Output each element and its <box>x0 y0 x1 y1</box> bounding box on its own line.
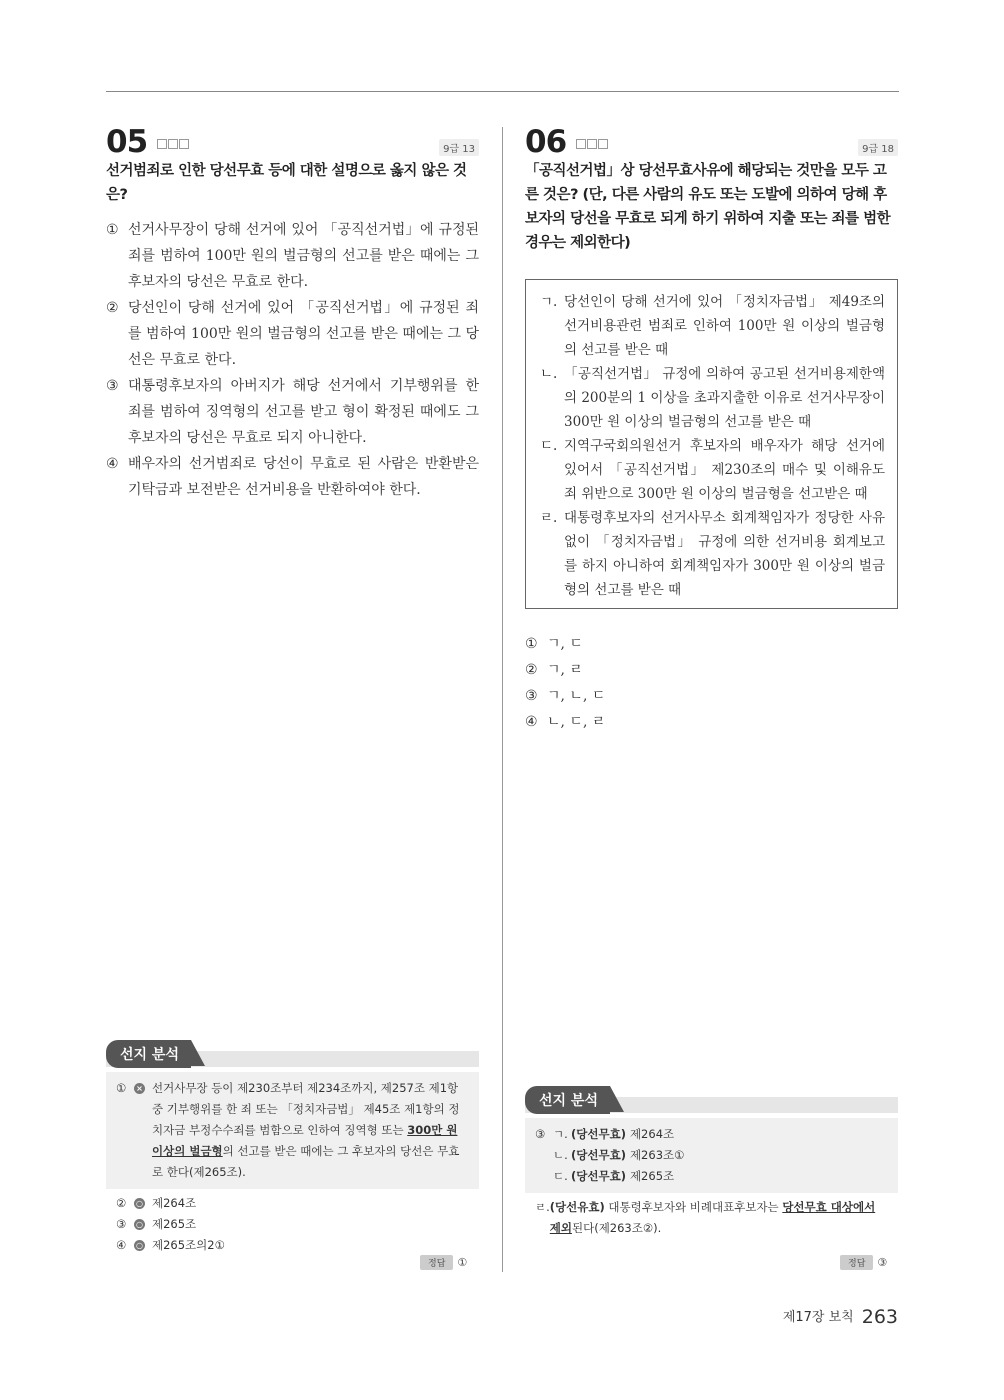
check-boxes <box>157 134 190 153</box>
analysis-row-4: ④ ○ 제265조의2① <box>116 1238 225 1252</box>
question-06-choices <box>525 631 898 735</box>
question-06 <box>525 124 898 735</box>
choice-4: ④ ㄴ, ㄷ, ㄹ <box>525 714 606 730</box>
question-06-text: 「공직선거법」상 당선무효사유에 해당되는 것만을 모두 고른 것은? (단, 다른 사람의 유도 또는 도발에 의하여 당해 후보자의 당선을 무효로 되게 하기 위하여 지출 또는 죄를 범한 경우는 제외한다) <box>525 163 891 251</box>
question-05-header <box>106 124 479 160</box>
statement-ga: ㄱ. 당선인이 당해 선거에 있어 「정치자금법」 제49조의 선거비용관련 범죄로 인하여 100만 원 이상의 벌금형의 선고를 받은 때 <box>540 294 885 358</box>
analysis-box <box>525 1118 898 1193</box>
question-06-header <box>525 124 898 160</box>
question-06-analysis <box>525 1086 898 1239</box>
analysis-row-1: ① × 선거사무장 등이 제230조부터 제234조까지, 제257조 제1항 중 기부행위를 한 죄 또는 「정치자금법」 제45조 제1항의 정치자금 부정수수죄를 범함으로 인하여 징역형 또는 300만 원 이상의 벌금형의 선고를 받은 때에는 그 후보자의 당선은 무효로 한다(제265조). <box>116 1081 460 1179</box>
question-05-text: 선거범죄로 인한 당선무효 등에 대한 설명으로 옳지 않은 것은? <box>106 163 467 203</box>
analysis-row-ra: ㄹ. (당선유효) 대통령후보자와 비례대표후보자는 당선무효 대상에서 제외된다(제263조②). <box>535 1200 876 1235</box>
analysis-title: 선지 분석 <box>106 1040 191 1068</box>
option-1: ① 선거사무장이 당해 선거에 있어 「공직선거법」에 규정된 죄를 범하여 100만 원의 벌금형의 선고를 받은 때에는 그 후보자의 당선은 무효로 한다. <box>106 222 479 290</box>
analysis-row-da: ㄷ. (당선무효) 제265조 <box>553 1169 675 1183</box>
question-06-statement-box <box>525 279 898 609</box>
question-05-answer: 정답 ① <box>420 1255 467 1270</box>
choice-2: ② ㄱ, ㄹ <box>525 662 583 678</box>
analysis-row-2: ② ○ 제264조 <box>116 1196 197 1210</box>
circle-mark-icon: ○ <box>134 1198 145 1209</box>
statement-ra: ㄹ. 대통령후보자의 선거사무소 회계책임자가 정당한 사유 없이 「정치자금법」 규정에 의한 선거비용 회계보고를 하지 아니하여 회계책임자가 300만 원 이상의 벌금형의 선고를 받은 때 <box>540 510 885 598</box>
column-divider <box>502 127 503 1272</box>
option-3: ③ 대통령후보자의 아버지가 해당 선거에서 기부행위를 한 죄를 범하여 징역형의 선고를 받고 형이 확정된 때에도 그 후보자의 당선은 무효로 되지 아니한다. <box>106 378 479 446</box>
top-rule <box>106 91 899 92</box>
page-number: 263 <box>861 1306 898 1328</box>
question-06-answer: 정답 ③ <box>840 1255 887 1270</box>
circle-mark-icon: ○ <box>134 1219 145 1230</box>
question-05 <box>106 124 479 503</box>
circle-mark-icon: ○ <box>134 1240 145 1251</box>
choice-1: ① ㄱ, ㄷ <box>525 636 583 652</box>
analysis-box <box>106 1072 479 1189</box>
question-06-exam-tag: 9급 18 <box>858 139 898 156</box>
question-05-exam-tag: 9급 13 <box>439 139 479 156</box>
analysis-row-ga: ③ ㄱ. (당선무효) 제264조 <box>535 1127 675 1141</box>
option-4: ④ 배우자의 선거범죄로 당선이 무효로 된 사람은 반환받은 기탁금과 보전받은 선거비용을 반환하여야 한다. <box>106 456 479 498</box>
question-06-number: 06 <box>525 124 567 160</box>
page-footer <box>783 1306 898 1328</box>
chapter-label: 제17장 보칙 <box>782 1310 854 1325</box>
question-05-number: 05 <box>106 124 148 160</box>
option-2: ② 당선인이 당해 선거에 있어 「공직선거법」에 규정된 죄를 범하여 100만 원의 벌금형의 선고를 받은 때에는 그 당선은 무효로 한다. <box>106 300 479 368</box>
question-05-analysis <box>106 1040 479 1256</box>
analysis-row-na: ㄴ. (당선무효) 제263조① <box>553 1148 685 1162</box>
x-mark-icon: × <box>134 1083 145 1094</box>
statement-da: ㄷ. 지역구국회의원선거 후보자의 배우자가 해당 선거에 있어서 「공직선거법」 제230조의 매수 및 이해유도죄 위반으로 300만 원 이상의 벌금형을 선고받은 때 <box>540 438 885 502</box>
check-boxes <box>576 134 609 153</box>
statement-na: ㄴ. 「공직선거법」 규정에 의하여 공고된 선거비용제한액의 200분의 1 이상을 초과지출한 이유로 선거사무장이 300만 원 이상의 벌금형의 선고를 받은 때 <box>540 366 885 430</box>
question-05-options <box>106 217 479 503</box>
analysis-title: 선지 분석 <box>525 1086 610 1114</box>
analysis-row-3: ③ ○ 제265조 <box>116 1217 197 1231</box>
choice-3: ③ ㄱ, ㄴ, ㄷ <box>525 688 606 704</box>
